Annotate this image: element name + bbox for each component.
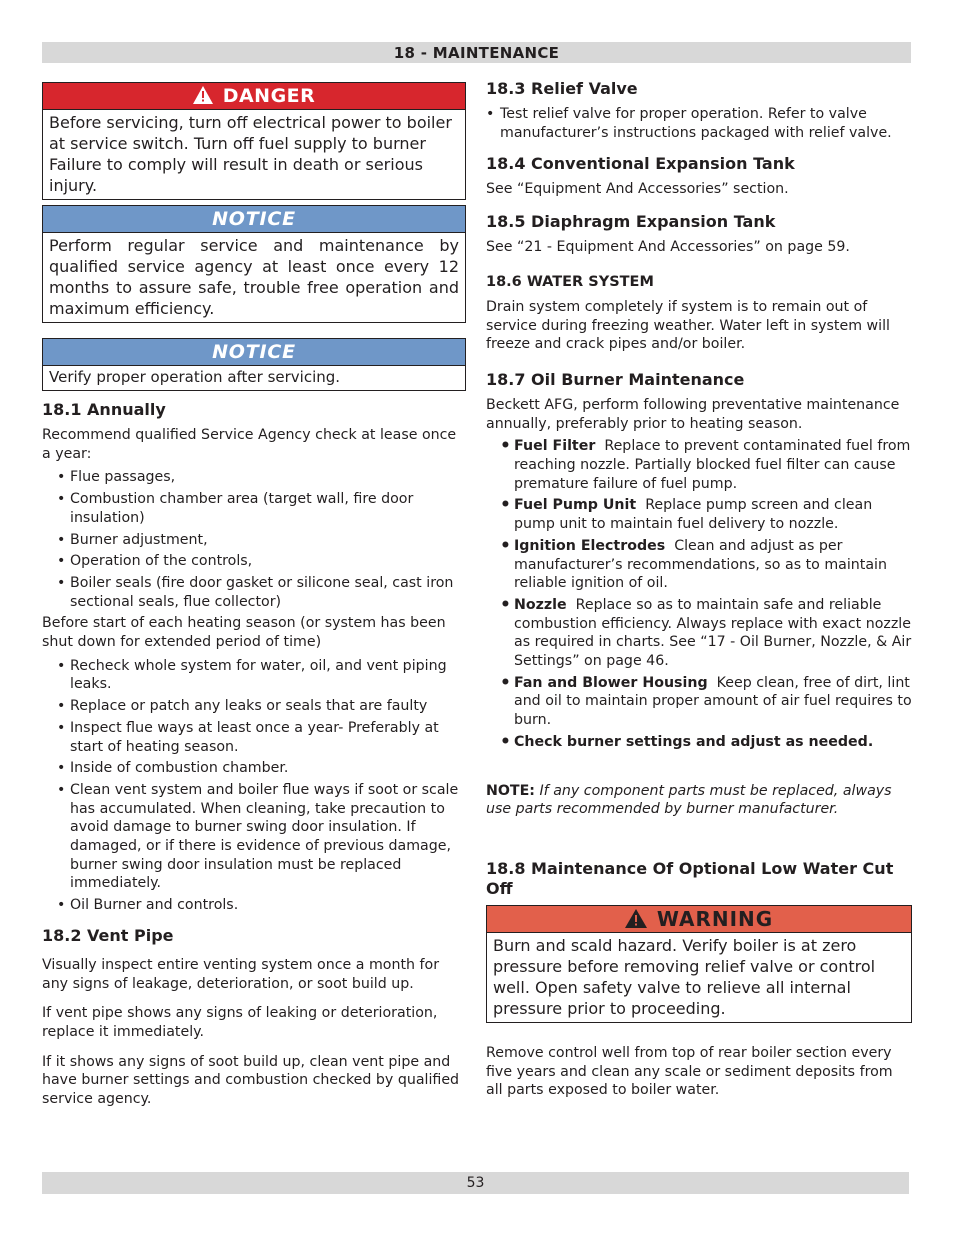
notice-text-1: Perform regular service and maintenance by qualified service agency at least once every 12 months to assure safe, trouble free operation and maximum efficiency. <box>49 236 459 318</box>
warning-banner <box>487 906 911 933</box>
item-text: Clean and adjust as per manufacturer’s recommendations, so as to maintain reliable ignition of oil. <box>514 537 887 592</box>
list-item: • Boiler seals (fire door gasket or silicone seal, cast iron sectional seals, flue collector) <box>42 574 466 611</box>
item-text: Replace so as to maintain safe and reliable combustion efficiency. Always replace with exact nozzle as required in charts. See “17 - Oil Burner, Nozzle, & Air Settings” on page 46. <box>514 596 912 670</box>
list-item <box>486 674 912 730</box>
notice-text-2: Verify proper operation after servicing. <box>49 368 341 386</box>
list-item: • Test relief valve for proper operation. Refer to valve manufacturer’s instructions packaged with relief valve. <box>486 105 912 142</box>
notice-box-1 <box>42 205 466 323</box>
section-header: 18 - MAINTENANCE <box>42 42 911 63</box>
oil-note <box>486 782 912 819</box>
note-label: NOTE: <box>486 782 535 799</box>
list-item: • Inside of combustion chamber. <box>42 759 466 778</box>
annually-heading: 18.1 Annually <box>42 400 166 419</box>
diaphragm-heading: 18.5 Diaphragm Expansion Tank <box>486 212 776 232</box>
oil-heading: 18.7 Oil Burner Maintenance <box>486 369 745 389</box>
danger-label: DANGER <box>222 85 316 107</box>
item-label: Fan and Blower Housing <box>514 674 708 691</box>
right-column <box>486 80 912 1100</box>
lwco-heading: 18.8 Maintenance Of Optional Low Water Cut Off <box>486 858 894 898</box>
list-item: • Combustion chamber area (target wall, fire door insulation) <box>42 490 466 527</box>
list-item: • Clean vent system and boiler flue ways if soot or scale has accumulated. When cleaning, take precaution to avoid damage to burner swing door insulation. If damaged, or if there is evidence of previous damage, burner swing door insulation must be replaced immediately. <box>42 781 466 893</box>
list-item: • Oil Burner and controls. <box>42 896 466 915</box>
list-item <box>486 496 912 533</box>
list-item <box>486 733 912 752</box>
diaphragm-text: See “21 - Equipment And Accessories” on page 59. <box>486 239 850 256</box>
list-item <box>486 437 912 493</box>
vent-paragraph-3: If it shows any signs of soot build up, clean vent pipe and have burner settings and combustion checked by qualified service agency. <box>42 1053 460 1108</box>
item-text: Keep clean, free of dirt, lint and oil to maintain proper amount of air fuel requires to burn. <box>514 674 912 729</box>
list-item: • Burner adjustment, <box>42 531 466 550</box>
notice-box-2 <box>42 338 466 391</box>
danger-banner <box>43 83 465 110</box>
page-number: 53 <box>42 1172 909 1194</box>
warning-triangle-icon <box>625 909 647 928</box>
warning-label: WARNING <box>656 906 774 931</box>
lwco-text: Remove control well from top of rear boiler section every five years and clean any scale or sediment deposits from all parts exposed to boiler water. <box>486 1044 893 1099</box>
item-label: Check burner settings and adjust as needed. <box>514 733 874 750</box>
warning-triangle-icon <box>193 86 213 104</box>
vent-paragraph-1: Visually inspect entire venting system once a month for any signs of leakage, deterioration, or soot build up. <box>42 956 440 992</box>
annually-list <box>42 468 466 611</box>
list-item: • Inspect flue ways at least once a year- Preferably at start of heating season. <box>42 719 466 756</box>
list-item: • Replace or patch any leaks or seals that are faulty <box>42 697 466 716</box>
oil-intro: Beckett AFG, perform following preventative maintenance annually, preferably prior to heating season. <box>486 396 900 432</box>
warning-box <box>486 905 912 1023</box>
item-text: Replace to prevent contaminated fuel from reaching nozzle. Partially blocked fuel filter can cause premature failure of fuel pump. <box>514 438 911 492</box>
notice-banner-1: NOTICE <box>43 206 465 233</box>
relief-list <box>486 105 912 142</box>
list-item <box>486 537 912 593</box>
item-text: Replace pump screen and clean pump unit to maintain fuel delivery to nozzle. <box>514 497 873 533</box>
season-list <box>42 657 466 915</box>
danger-box <box>42 82 466 200</box>
water-heading: 18.6 WATER SYSTEM <box>486 273 654 290</box>
vent-paragraph-2: If vent pipe shows any signs of leaking or deterioration, replace it immediately. <box>42 1005 438 1040</box>
list-item: • Flue passages, <box>42 468 466 487</box>
item-label: Ignition Electrodes <box>514 537 666 554</box>
relief-heading: 18.3 Relief Valve <box>486 79 638 98</box>
warning-text: Burn and scald hazard. Verify boiler is at zero pressure before removing relief valve or control well. Open safety valve to relieve all internal pressure prior to proceeding. <box>493 935 876 1018</box>
item-label: Fuel Filter <box>514 438 596 455</box>
vent-heading: 18.2 Vent Pipe <box>42 925 174 945</box>
conventional-text: See “Equipment And Accessories” section. <box>486 181 789 198</box>
item-label: Nozzle <box>514 596 567 613</box>
item-label: Fuel Pump Unit <box>514 497 637 514</box>
notice-banner-2: NOTICE <box>43 339 465 366</box>
note-text: If any component parts must be replaced, always use parts recommended by burner manufacturer. <box>486 782 892 818</box>
annually-intro: Recommend qualified Service Agency check at lease once a year: <box>42 427 457 462</box>
danger-text: Before servicing, turn off electrical power to boiler at service switch. Turn off fuel supply to burner Failure to comply will result in death or serious injury. <box>49 113 452 195</box>
water-text: Drain system completely if system is to remain out of service during freezing weather. Water left in system will freeze and crack pipes and/or boiler. <box>486 298 890 353</box>
list-item: • Recheck whole system for water, oil, and vent piping leaks. <box>42 657 466 694</box>
season-intro: Before start of each heating season (or system has been shut down for extended period of time) <box>42 615 446 651</box>
left-column <box>42 80 466 1109</box>
oil-list <box>486 437 912 751</box>
list-item <box>486 596 912 671</box>
conventional-heading: 18.4 Conventional Expansion Tank <box>486 154 795 174</box>
list-item: • Operation of the controls, <box>42 552 466 571</box>
